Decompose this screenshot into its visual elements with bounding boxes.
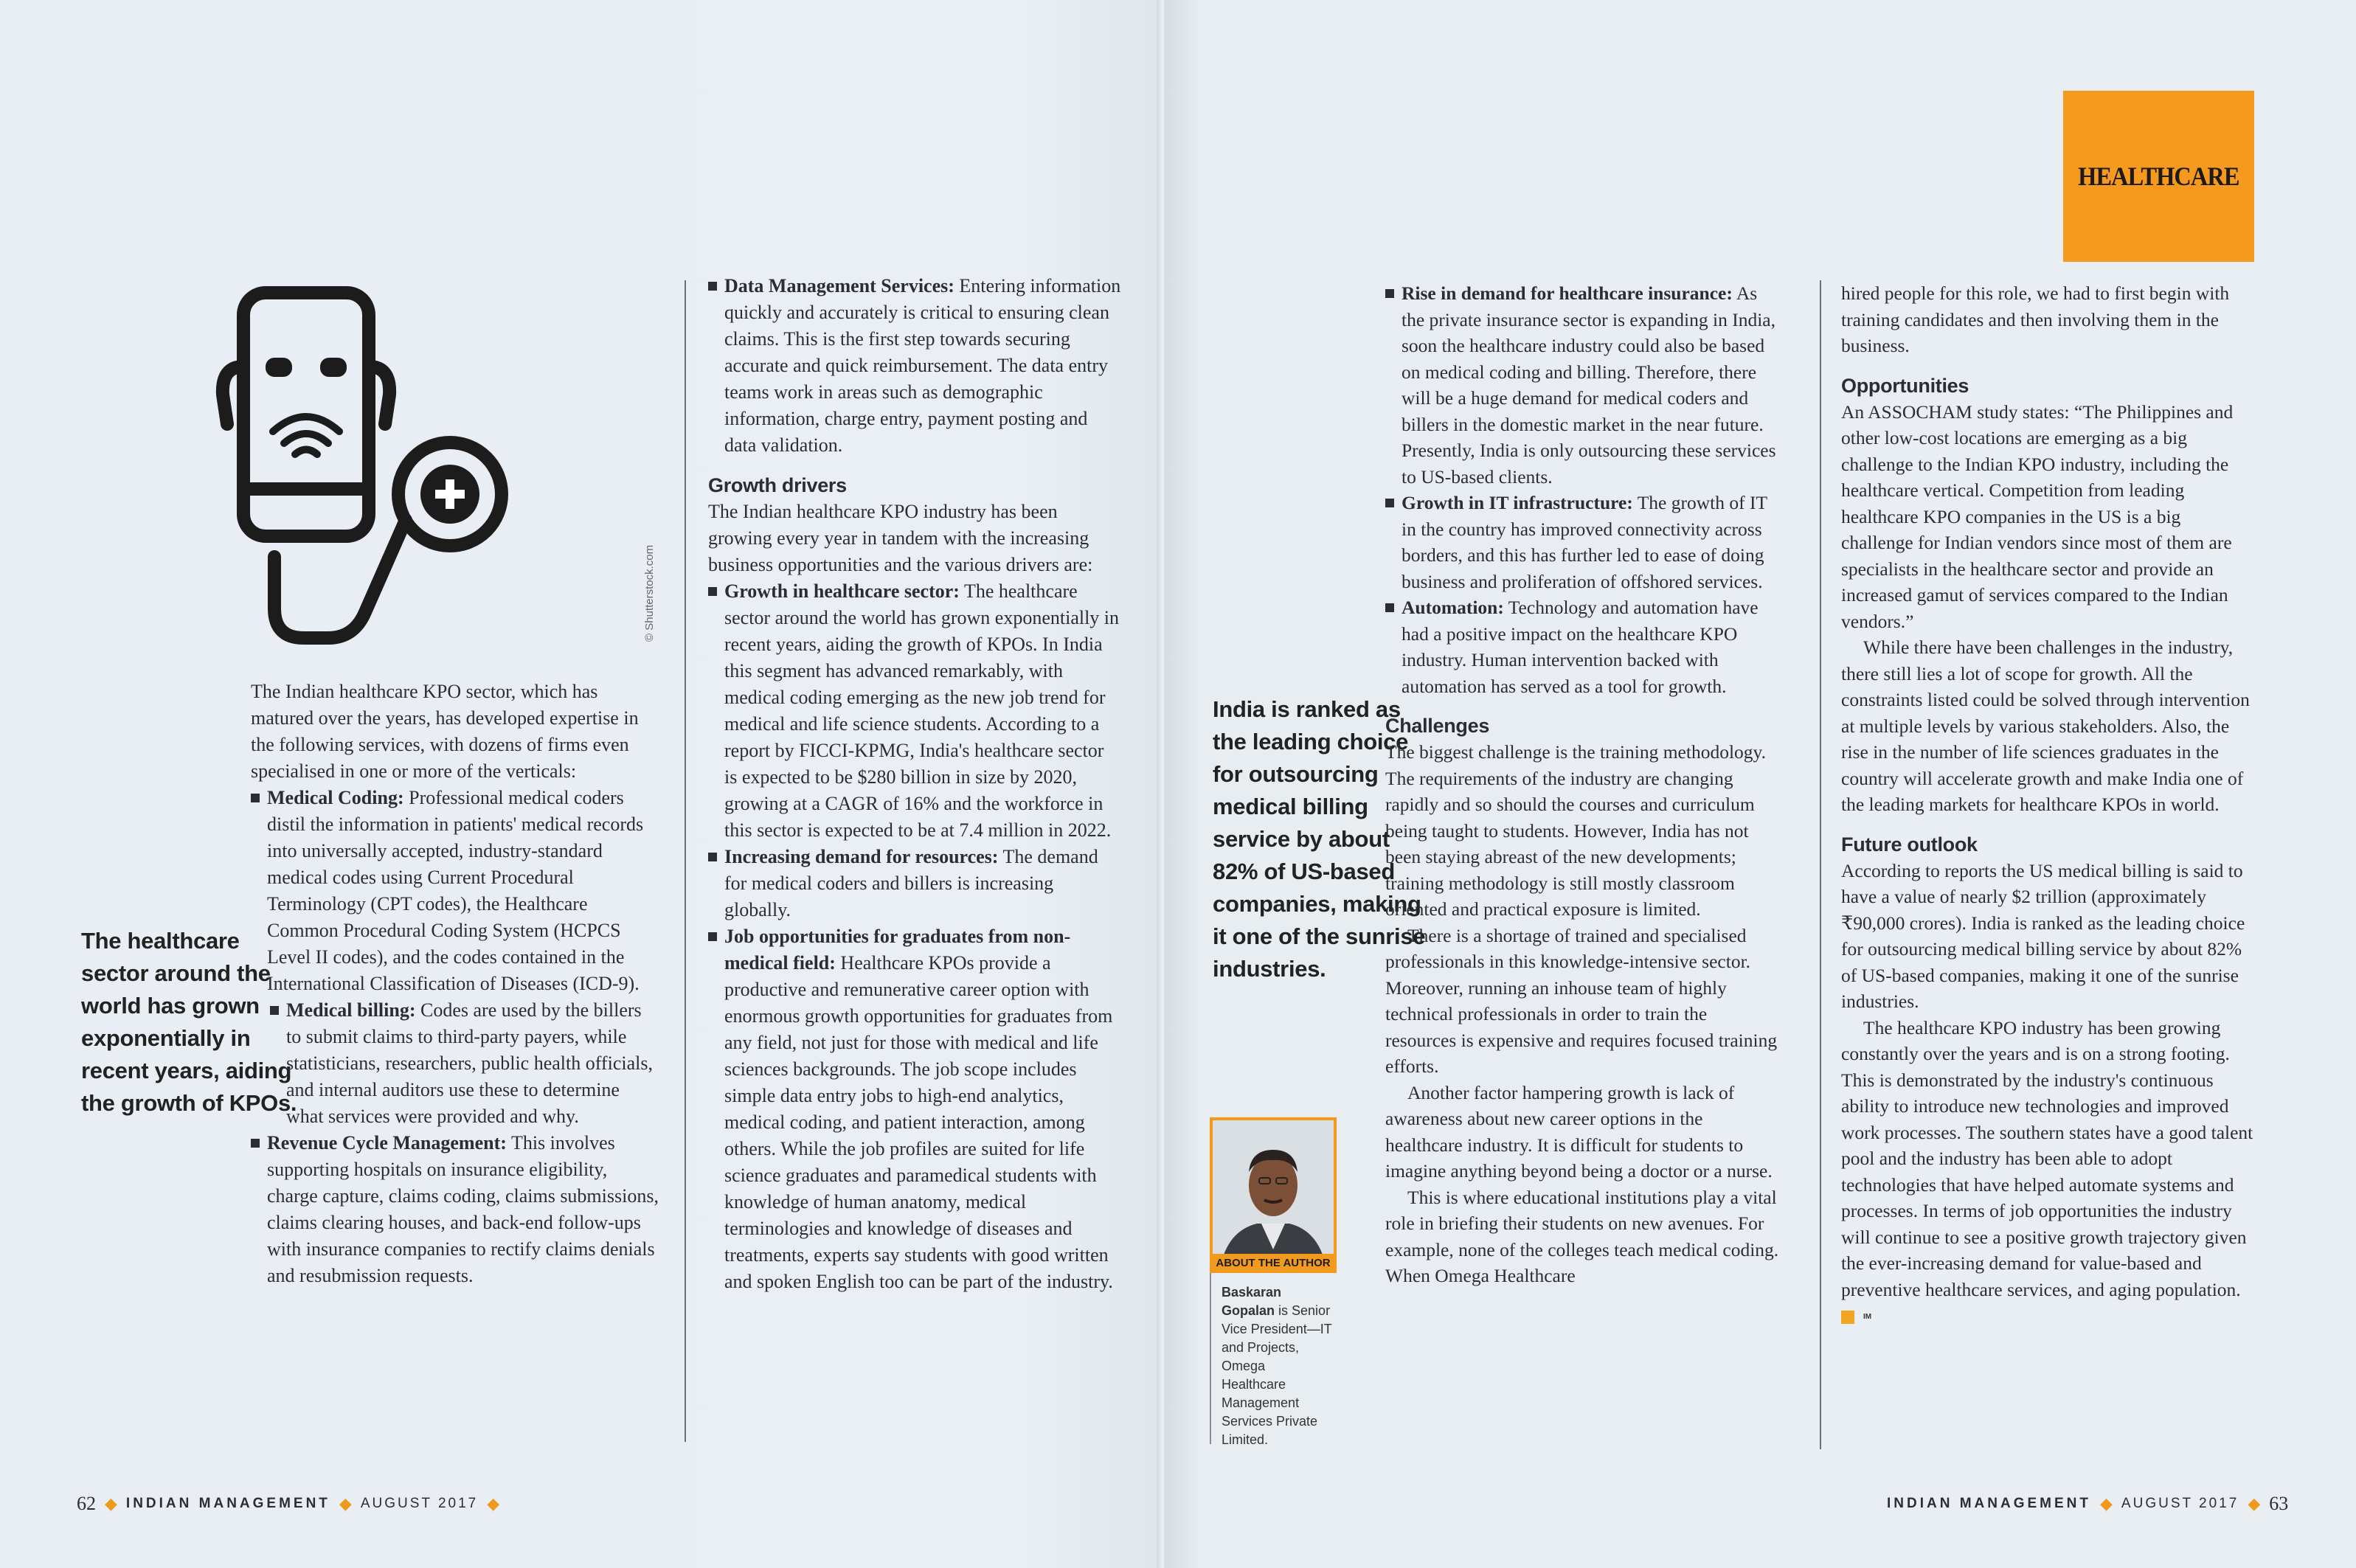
column-divider <box>1820 280 1821 1449</box>
paragraph: Another factor hampering growth is lack of awareness about new career options in the healthcare industry. It is difficult for students to imagine anything beyond being a doctor or a nurse. <box>1385 1081 1773 1182</box>
separator-icon: ◆ <box>2248 1494 2261 1513</box>
author-photo <box>1210 1117 1337 1271</box>
list-item <box>708 923 1121 1295</box>
right-page <box>1164 0 2356 1568</box>
column-divider <box>685 280 686 1442</box>
growth-intro: The Indian healthcare KPO industry has been growing every year in tandem with the increasing business opportunities and the various drivers are: <box>708 501 1093 575</box>
author-label: ABOUT THE AUTHOR <box>1210 1254 1337 1273</box>
bullet-icon <box>270 1006 279 1015</box>
list-item <box>708 844 1121 923</box>
wifi-signal-icon <box>273 417 339 454</box>
list-item-text: Codes are used by the billers to submit claims to third-party payers, while statisticians, researchers, public health officials, and internal auditors use these to determine what services were provided and why. <box>286 999 653 1127</box>
image-credit: © Shutterstock.com <box>643 544 656 642</box>
list-item-title: Medical Coding: <box>267 787 404 808</box>
list-item-text: Healthcare KPOs provide a productive and remunerative career option with enormous growth opportunities for graduates from any field, not just for those with medical and life sciences backgrounds. The job scope includes simple data entry jobs to high-end analytics, medical coding, and patient interaction, among others. While the job profiles are suited for life science graduates and paramedical students with knowledge of human anatomy, medical terminologies and knowledge of diseases and treatments, experts say students with good written and spoken English too can be part of the industry. <box>724 952 1113 1292</box>
page-number: 62 <box>77 1493 96 1514</box>
section-heading-challenges: Challenges <box>1385 715 1490 737</box>
issue-date: AUGUST 2017 <box>360 1496 479 1511</box>
bullet-icon <box>708 587 717 596</box>
paragraph: According to reports the US medical billing is said to have a value of nearly $2 trillion (approximately ₹90,000 crores). India is ranked as the leading choice for outsourcing medical billing service by about 82% of US-based companies, making it one of the sunrise industries. <box>1841 859 2245 1012</box>
author-name: Baskaran Gopalan <box>1222 1285 1282 1318</box>
intro-paragraph: The Indian healthcare KPO sector, which has matured over the years, has developed expertise in the following services, with dozens of firms even specialised in one or more of the verticals: <box>251 681 639 782</box>
paragraph: There is a shortage of trained and specialised professionals in this knowledge-intensive sector. Moreover, running an inhouse team of highly technical professionals in order to train the resources is expensive and requires focused training efforts. <box>1385 924 1778 1077</box>
page-footer-left <box>77 1493 499 1515</box>
list-item-title: Increasing demand for resources: <box>724 846 999 867</box>
author-bio <box>1222 1283 1332 1449</box>
pull-quote: India is ranked as the leading choice for outsourcing medical billing service by about 82% of US-based companies, making it one of the sunrise industries. <box>1213 696 1426 982</box>
page-footer-right <box>1887 1493 2288 1515</box>
left-page <box>0 0 1164 1568</box>
list-item-title: Growth in healthcare sector: <box>724 580 960 602</box>
article-column-3 <box>1385 280 1782 1289</box>
list-item-text: As the private insurance sector is expanding in India, soon the healthcare industry could also be based on medical coding and billing. Therefore, there will be a huge demand for medical coders and billers in the domestic market in the near future. Presently, India is only outsourcing these services to US-based clients. <box>1402 282 1776 488</box>
section-heading-future-outlook: Future outlook <box>1841 833 1978 856</box>
list-item <box>1385 280 1782 490</box>
bullet-icon <box>1385 289 1394 298</box>
list-item <box>1385 490 1782 594</box>
section-tag-label: HEALTHCARE <box>2078 162 2239 191</box>
list-item <box>251 785 660 997</box>
paragraph: While there have been challenges in the industry, there still lies a lot of scope for growth. All the constraints listed could be solved through intervention at multiple levels by various stakeholders. Also, the rise in the number of life sciences graduates in the country will accelerate growth and make India one of the leading markets for healthcare KPOs in world. <box>1841 636 2250 815</box>
article-column-2 <box>708 273 1121 1295</box>
article-column-4 <box>1841 280 2254 1329</box>
paragraph: This is where educational institutions play a vital role in briefing their students on new avenues. For example, none of the colleges teach medical coding. When Omega Healthcare <box>1385 1186 1779 1286</box>
separator-icon: ◆ <box>105 1494 117 1513</box>
section-heading-growth-drivers: Growth drivers <box>708 474 847 496</box>
list-item-title: Revenue Cycle Management: <box>267 1132 507 1154</box>
list-item-text: Professional medical coders distil the information in patients' medical records into universally accepted, industry-standard medical codes using Current Procedural Terminology (CPT codes), the Healthcare Common Procedural Coding System (HCPCS Level II codes), and the codes contained in the International Classification of Diseases (ICD-9). <box>267 787 644 994</box>
bullet-icon <box>708 932 717 941</box>
article-column-1 <box>251 679 660 1289</box>
list-item-text: The growth of IT in the country has improved connectivity across borders, and this has further led to ease of doing business and proliferation of offshored services. <box>1402 492 1767 592</box>
paragraph: The biggest challenge is the training methodology. The requirements of the industry are changing rapidly and so should the courses and curriculum being taught to students. However, India has not been staying abreast of the new developments; training methodology is still mostly classroom oriented and practical exposure is limited. <box>1385 741 1767 920</box>
list-item <box>251 1130 660 1289</box>
bullet-icon <box>708 282 717 291</box>
section-tag <box>2063 91 2254 262</box>
list-item <box>251 997 660 1130</box>
separator-icon: ◆ <box>2100 1494 2113 1513</box>
list-item-title: Automation: <box>1402 597 1504 618</box>
end-mark-icon: IM <box>1841 1311 1854 1324</box>
issue-date: AUGUST 2017 <box>2121 1496 2239 1511</box>
list-item-text: The demand for medical coders and billers is increasing globally. <box>724 846 1098 920</box>
list-item <box>708 273 1121 459</box>
bullet-icon <box>708 853 717 861</box>
list-item-text: This involves supporting hospitals on insurance eligibility, charge capture, claims coding, claims submissions, claims clearing houses, and back-end follow-ups with insurance companies to rectify claims denials and resubmission requests. <box>267 1132 659 1286</box>
section-heading-opportunities: Opportunities <box>1841 374 1969 397</box>
paragraph-text: The healthcare KPO industry has been growing constantly over the years and is on a strong footing. This is demonstrated by the industry's continuous ability to introduce new technologies and improved work processes. The southern states have a good talent pool and the industry has been able to adopt technologies that have helped automate systems and processes. In terms of job opportunities the industry will continue to see a positive growth trajectory given the ever-increasing demand for value-based and preventive healthcare services, and aging population. <box>1841 1016 2253 1300</box>
list-item <box>1385 594 1782 699</box>
bullet-icon <box>1385 499 1394 507</box>
list-item-title: Rise in demand for healthcare insurance: <box>1402 282 1733 304</box>
page-number: 63 <box>2269 1493 2289 1514</box>
smartphone-stethoscope-icon <box>214 284 524 653</box>
magazine-name: INDIAN MANAGEMENT <box>1887 1496 2091 1511</box>
list-item-title: Growth in IT infrastructure: <box>1402 492 1633 513</box>
list-item-text: The healthcare sector around the world has grown exponentially in recent years, aiding the growth of KPOs. In India this segment has advanced remarkably, with medical coding emerging as the new job trend for medical and life science students. According to a report by FICCI-KPMG, India's healthcare sector is expected to be $280 billion in size by 2020, growing at a CAGR of 16% and the workforce in this sector is expected to be at 7.4 million in 2022. <box>724 580 1120 841</box>
list-item-text: Technology and automation have had a positive impact on the healthcare KPO industry. Human intervention backed with automation has served as a tool for growth. <box>1402 597 1759 697</box>
bullet-icon <box>251 1139 260 1148</box>
author-rule <box>1210 1273 1211 1444</box>
show-through-text <box>457 70 464 98</box>
list-item-title: Data Management Services: <box>724 275 954 296</box>
magazine-name: INDIAN MANAGEMENT <box>125 1496 330 1511</box>
paragraph <box>1841 1015 2254 1329</box>
author-description: is Senior Vice President—IT and Projects, Omega Healthcare Management Services Private Limited. <box>1222 1303 1332 1447</box>
list-item-title: Job opportunities for graduates from non-medical field: <box>724 926 1071 974</box>
paragraph: An ASSOCHAM study states: “The Philippines and other low-cost locations are emerging as a big challenge to the Indian KPO industry, including the healthcare vertical. Competition from leading healthcare KPO companies in the US is a big challenge for Indian vendors since most of them are specialists in the healthcare sector and provide an increased gamut of services compared to the Indian vendors.” <box>1841 400 2234 632</box>
bullet-icon <box>1385 603 1394 612</box>
separator-icon: ◆ <box>487 1494 500 1513</box>
paragraph: hired people for this role, we had to first begin with training candidates and then involving them in the business. <box>1841 282 2230 356</box>
separator-icon: ◆ <box>339 1494 352 1513</box>
bullet-icon <box>251 794 260 802</box>
list-item <box>708 578 1121 844</box>
list-item-text: Entering information quickly and accurately is critical to ensuring clean claims. This is the first step towards securing accurate and quick reimbursement. The data entry teams work in areas such as demographic information, charge entry, payment posting and data validation. <box>724 275 1121 456</box>
list-item-title: Medical billing: <box>286 999 416 1021</box>
pull-quote: The healthcare sector around the world has grown exponentially in recent years, aiding the growth of KPOs. <box>81 928 297 1116</box>
